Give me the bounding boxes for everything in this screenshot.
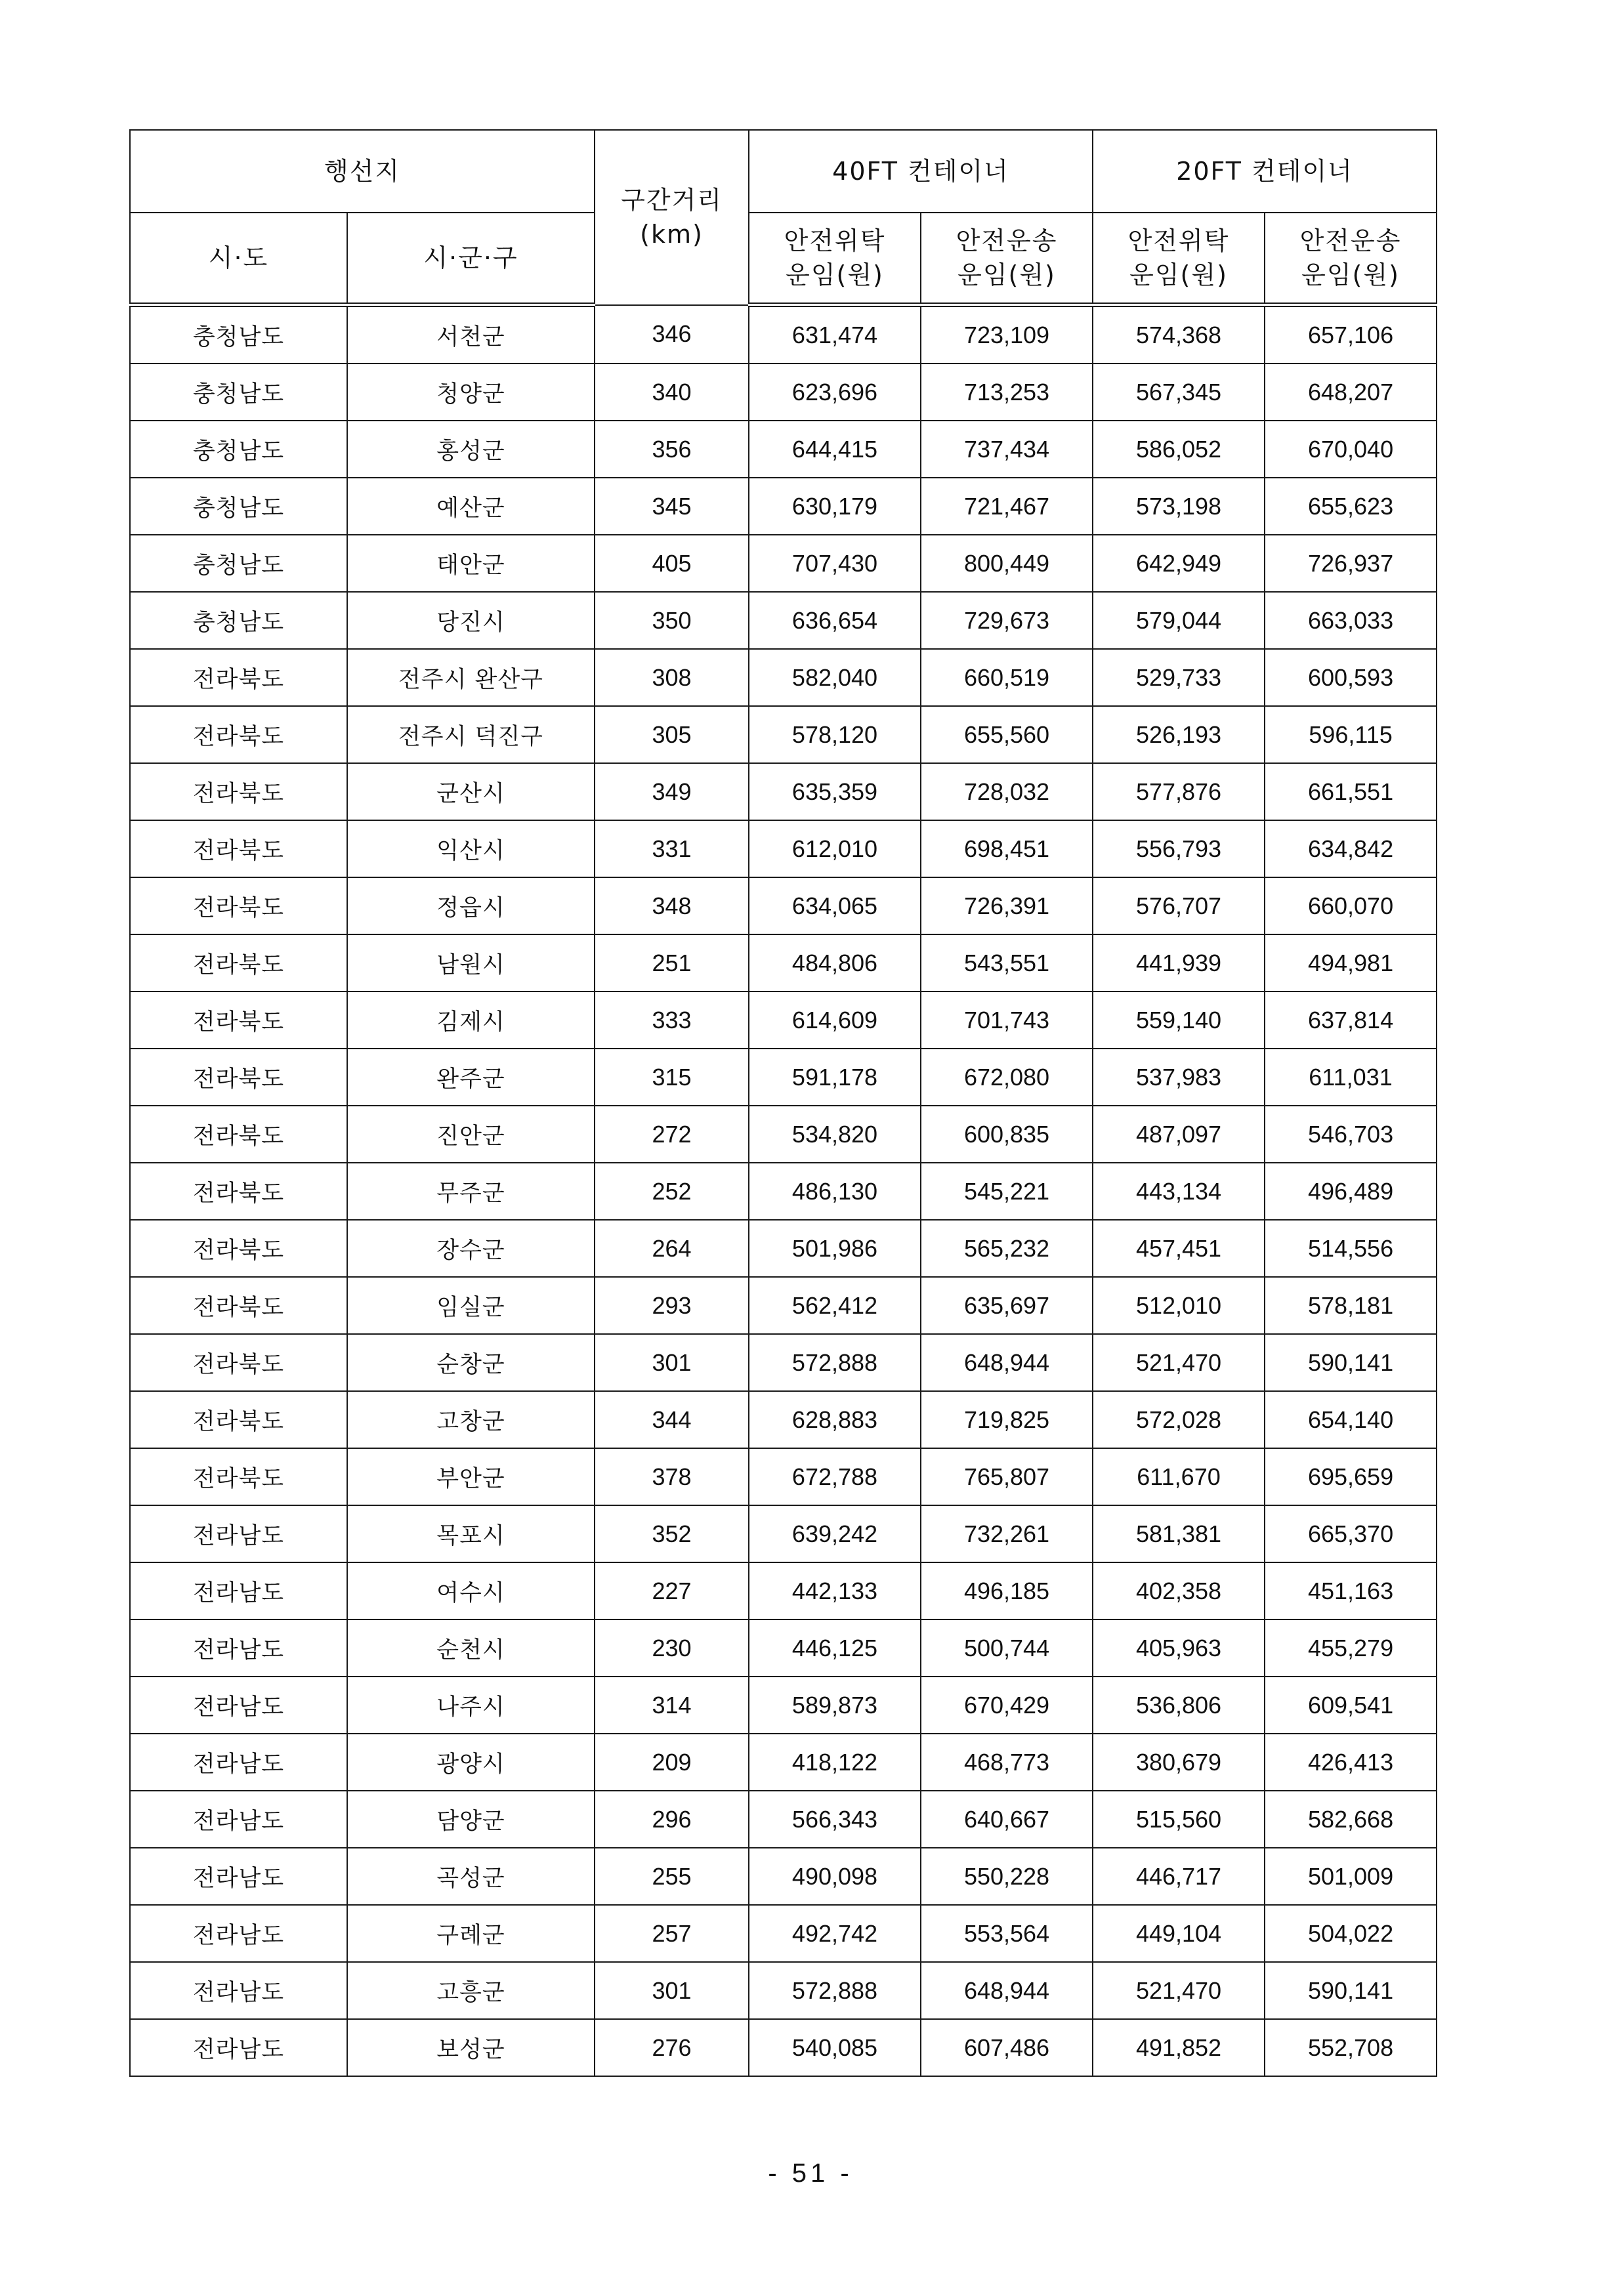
table-row (130, 1562, 1437, 1619)
cell-20ft-consign-rate: 642,949 (1093, 535, 1265, 592)
cell-40ft-consign-rate: 591,178 (749, 1049, 921, 1106)
cell-distance: 293 (595, 1277, 749, 1334)
cell-40ft-transport-rate: 729,673 (921, 592, 1093, 649)
table-row (130, 421, 1437, 478)
header-20ft-consign-rate (1093, 213, 1265, 305)
cell-40ft-consign-rate: 628,883 (749, 1391, 921, 1448)
cell-city: 김제시 (347, 991, 595, 1049)
cell-province: 전라남도 (130, 1505, 347, 1562)
header-destination: 행선지 (130, 130, 595, 213)
cell-40ft-consign-rate: 484,806 (749, 934, 921, 991)
cell-city: 곡성군 (347, 1848, 595, 1905)
header-distance-label: 구간거리 (621, 186, 723, 215)
cell-city: 진안군 (347, 1106, 595, 1163)
cell-city: 나주시 (347, 1677, 595, 1734)
cell-province: 전라북도 (130, 706, 347, 763)
cell-distance: 301 (595, 1962, 749, 2019)
header-consign-label: 안전위탁 (784, 226, 886, 255)
cell-city: 전주시 완산구 (347, 649, 595, 706)
cell-40ft-consign-rate: 612,010 (749, 820, 921, 877)
cell-40ft-consign-rate: 636,654 (749, 592, 921, 649)
cell-40ft-transport-rate: 468,773 (921, 1734, 1093, 1791)
cell-city: 목포시 (347, 1505, 595, 1562)
cell-40ft-transport-rate: 732,261 (921, 1505, 1093, 1562)
cell-distance: 230 (595, 1619, 749, 1677)
cell-40ft-transport-rate: 800,449 (921, 535, 1093, 592)
header-distance (595, 130, 749, 305)
table-row (130, 1334, 1437, 1391)
cell-40ft-consign-rate: 644,415 (749, 421, 921, 478)
table-row (130, 1791, 1437, 1848)
cell-40ft-transport-rate: 713,253 (921, 364, 1093, 421)
cell-40ft-consign-rate: 572,888 (749, 1334, 921, 1391)
cell-city: 구례군 (347, 1905, 595, 1962)
table-row (130, 1049, 1437, 1106)
cell-20ft-transport-rate: 657,106 (1265, 305, 1437, 364)
cell-40ft-consign-rate: 540,085 (749, 2019, 921, 2076)
cell-province: 충청남도 (130, 592, 347, 649)
cell-40ft-consign-rate: 562,412 (749, 1277, 921, 1334)
cell-province: 전라북도 (130, 1277, 347, 1334)
cell-20ft-transport-rate: 496,489 (1265, 1163, 1437, 1220)
cell-20ft-consign-rate: 556,793 (1093, 820, 1265, 877)
cell-20ft-transport-rate: 660,070 (1265, 877, 1437, 934)
cell-20ft-transport-rate: 609,541 (1265, 1677, 1437, 1734)
cell-20ft-consign-rate: 405,963 (1093, 1619, 1265, 1677)
table-body (130, 305, 1437, 2077)
cell-distance: 257 (595, 1905, 749, 1962)
cell-40ft-transport-rate: 655,560 (921, 706, 1093, 763)
table-row (130, 877, 1437, 934)
cell-20ft-consign-rate: 402,358 (1093, 1562, 1265, 1619)
cell-20ft-consign-rate: 579,044 (1093, 592, 1265, 649)
cell-distance: 405 (595, 535, 749, 592)
header-consign-label: 안전위탁 (1127, 226, 1230, 255)
cell-40ft-consign-rate: 566,343 (749, 1791, 921, 1848)
header-province: 시·도 (130, 213, 347, 305)
cell-20ft-consign-rate: 491,852 (1093, 2019, 1265, 2076)
cell-distance: 378 (595, 1448, 749, 1505)
cell-province: 전라북도 (130, 820, 347, 877)
cell-40ft-transport-rate: 640,667 (921, 1791, 1093, 1848)
freight-rate-table (129, 129, 1437, 2077)
cell-distance: 331 (595, 820, 749, 877)
table-row (130, 1448, 1437, 1505)
cell-city: 순천시 (347, 1619, 595, 1677)
cell-40ft-transport-rate: 737,434 (921, 421, 1093, 478)
cell-province: 전라남도 (130, 1677, 347, 1734)
cell-40ft-transport-rate: 721,467 (921, 478, 1093, 535)
cell-province: 전라남도 (130, 1962, 347, 2019)
cell-20ft-consign-rate: 529,733 (1093, 649, 1265, 706)
page-number: - 51 - (768, 2159, 853, 2188)
cell-20ft-consign-rate: 567,345 (1093, 364, 1265, 421)
cell-distance: 251 (595, 934, 749, 991)
cell-20ft-consign-rate: 521,470 (1093, 1334, 1265, 1391)
cell-40ft-transport-rate: 600,835 (921, 1106, 1093, 1163)
cell-20ft-consign-rate: 487,097 (1093, 1106, 1265, 1163)
cell-distance: 315 (595, 1049, 749, 1106)
cell-province: 전라북도 (130, 1334, 347, 1391)
cell-20ft-consign-rate: 512,010 (1093, 1277, 1265, 1334)
cell-40ft-transport-rate: 672,080 (921, 1049, 1093, 1106)
cell-20ft-consign-rate: 515,560 (1093, 1791, 1265, 1848)
cell-20ft-consign-rate: 574,368 (1093, 305, 1265, 364)
cell-province: 전라남도 (130, 1619, 347, 1677)
cell-city: 서천군 (347, 305, 595, 364)
cell-distance: 352 (595, 1505, 749, 1562)
cell-40ft-transport-rate: 500,744 (921, 1619, 1093, 1677)
cell-20ft-transport-rate: 663,033 (1265, 592, 1437, 649)
table-row (130, 1163, 1437, 1220)
cell-city: 익산시 (347, 820, 595, 877)
cell-20ft-transport-rate: 665,370 (1265, 1505, 1437, 1562)
cell-40ft-transport-rate: 543,551 (921, 934, 1093, 991)
cell-province: 전라북도 (130, 649, 347, 706)
cell-40ft-transport-rate: 765,807 (921, 1448, 1093, 1505)
cell-city: 정읍시 (347, 877, 595, 934)
table-row (130, 1505, 1437, 1562)
cell-distance: 349 (595, 763, 749, 820)
cell-20ft-transport-rate: 578,181 (1265, 1277, 1437, 1334)
cell-20ft-transport-rate: 648,207 (1265, 364, 1437, 421)
table-row (130, 478, 1437, 535)
header-transport-label: 안전운송 (956, 226, 1058, 255)
cell-40ft-consign-rate: 630,179 (749, 478, 921, 535)
header-rate-unit: 운임(원) (786, 261, 884, 289)
cell-city: 여수시 (347, 1562, 595, 1619)
cell-province: 충청남도 (130, 478, 347, 535)
cell-20ft-transport-rate: 501,009 (1265, 1848, 1437, 1905)
table-row (130, 1619, 1437, 1677)
cell-province: 전라남도 (130, 1905, 347, 1962)
table-row (130, 2019, 1437, 2076)
cell-20ft-transport-rate: 546,703 (1265, 1106, 1437, 1163)
cell-20ft-transport-rate: 726,937 (1265, 535, 1437, 592)
cell-20ft-consign-rate: 441,939 (1093, 934, 1265, 991)
cell-20ft-consign-rate: 526,193 (1093, 706, 1265, 763)
cell-40ft-consign-rate: 672,788 (749, 1448, 921, 1505)
cell-20ft-consign-rate: 572,028 (1093, 1391, 1265, 1448)
cell-40ft-consign-rate: 442,133 (749, 1562, 921, 1619)
cell-40ft-transport-rate: 719,825 (921, 1391, 1093, 1448)
cell-20ft-transport-rate: 695,659 (1265, 1448, 1437, 1505)
cell-40ft-consign-rate: 418,122 (749, 1734, 921, 1791)
cell-20ft-consign-rate: 586,052 (1093, 421, 1265, 478)
table-row (130, 364, 1437, 421)
cell-20ft-consign-rate: 577,876 (1093, 763, 1265, 820)
cell-20ft-consign-rate: 449,104 (1093, 1905, 1265, 1962)
cell-city: 예산군 (347, 478, 595, 535)
cell-40ft-consign-rate: 501,986 (749, 1220, 921, 1277)
cell-20ft-consign-rate: 380,679 (1093, 1734, 1265, 1791)
cell-city: 완주군 (347, 1049, 595, 1106)
cell-distance: 345 (595, 478, 749, 535)
cell-20ft-transport-rate: 426,413 (1265, 1734, 1437, 1791)
cell-distance: 296 (595, 1791, 749, 1848)
cell-20ft-transport-rate: 600,593 (1265, 649, 1437, 706)
cell-province: 전라남도 (130, 1562, 347, 1619)
table-row (130, 706, 1437, 763)
cell-city: 장수군 (347, 1220, 595, 1277)
cell-distance: 308 (595, 649, 749, 706)
cell-distance: 255 (595, 1848, 749, 1905)
cell-40ft-transport-rate: 550,228 (921, 1848, 1093, 1905)
cell-province: 전라북도 (130, 1391, 347, 1448)
cell-40ft-consign-rate: 707,430 (749, 535, 921, 592)
table-row (130, 649, 1437, 706)
cell-distance: 314 (595, 1677, 749, 1734)
cell-40ft-consign-rate: 623,696 (749, 364, 921, 421)
cell-distance: 305 (595, 706, 749, 763)
table-row (130, 763, 1437, 820)
cell-40ft-consign-rate: 634,065 (749, 877, 921, 934)
table-row (130, 1677, 1437, 1734)
cell-province: 전라북도 (130, 1049, 347, 1106)
cell-distance: 356 (595, 421, 749, 478)
cell-40ft-transport-rate: 726,391 (921, 877, 1093, 934)
cell-20ft-transport-rate: 590,141 (1265, 1334, 1437, 1391)
cell-20ft-transport-rate: 451,163 (1265, 1562, 1437, 1619)
cell-40ft-consign-rate: 492,742 (749, 1905, 921, 1962)
cell-20ft-consign-rate: 611,670 (1093, 1448, 1265, 1505)
cell-20ft-transport-rate: 504,022 (1265, 1905, 1437, 1962)
cell-city: 태안군 (347, 535, 595, 592)
table-row (130, 1220, 1437, 1277)
header-city: 시·군·구 (347, 213, 595, 305)
table-row (130, 1106, 1437, 1163)
table-row (130, 1905, 1437, 1962)
cell-distance: 350 (595, 592, 749, 649)
header-20ft-container: 20FT 컨테이너 (1093, 130, 1437, 213)
cell-distance: 252 (595, 1163, 749, 1220)
table-row (130, 535, 1437, 592)
header-40ft-transport-rate (921, 213, 1093, 305)
cell-province: 전라남도 (130, 1848, 347, 1905)
cell-40ft-transport-rate: 660,519 (921, 649, 1093, 706)
cell-province: 전라북도 (130, 1448, 347, 1505)
cell-province: 충청남도 (130, 535, 347, 592)
cell-distance: 348 (595, 877, 749, 934)
cell-distance: 276 (595, 2019, 749, 2076)
cell-city: 군산시 (347, 763, 595, 820)
cell-city: 순창군 (347, 1334, 595, 1391)
cell-20ft-transport-rate: 611,031 (1265, 1049, 1437, 1106)
cell-province: 전라남도 (130, 1791, 347, 1848)
cell-40ft-consign-rate: 589,873 (749, 1677, 921, 1734)
cell-20ft-consign-rate: 536,806 (1093, 1677, 1265, 1734)
cell-city: 홍성군 (347, 421, 595, 478)
cell-city: 임실군 (347, 1277, 595, 1334)
cell-40ft-transport-rate: 607,486 (921, 2019, 1093, 2076)
cell-province: 전라북도 (130, 1106, 347, 1163)
table-row (130, 934, 1437, 991)
cell-20ft-transport-rate: 596,115 (1265, 706, 1437, 763)
header-distance-unit: (km) (640, 220, 704, 249)
cell-province: 전라남도 (130, 2019, 347, 2076)
cell-distance: 301 (595, 1334, 749, 1391)
table-row (130, 820, 1437, 877)
cell-40ft-consign-rate: 486,130 (749, 1163, 921, 1220)
cell-40ft-consign-rate: 582,040 (749, 649, 921, 706)
cell-province: 전라북도 (130, 763, 347, 820)
cell-city: 남원시 (347, 934, 595, 991)
cell-city: 고창군 (347, 1391, 595, 1448)
cell-40ft-consign-rate: 614,609 (749, 991, 921, 1049)
cell-40ft-transport-rate: 648,944 (921, 1962, 1093, 2019)
cell-20ft-consign-rate: 457,451 (1093, 1220, 1265, 1277)
header-40ft-consign-rate (749, 213, 921, 305)
cell-province: 전라북도 (130, 1163, 347, 1220)
cell-40ft-transport-rate: 553,564 (921, 1905, 1093, 1962)
cell-city: 무주군 (347, 1163, 595, 1220)
cell-20ft-consign-rate: 446,717 (1093, 1848, 1265, 1905)
cell-40ft-consign-rate: 578,120 (749, 706, 921, 763)
cell-20ft-transport-rate: 514,556 (1265, 1220, 1437, 1277)
cell-40ft-consign-rate: 534,820 (749, 1106, 921, 1163)
header-20ft-transport-rate (1265, 213, 1437, 305)
cell-province: 충청남도 (130, 364, 347, 421)
cell-20ft-consign-rate: 521,470 (1093, 1962, 1265, 2019)
cell-distance: 264 (595, 1220, 749, 1277)
cell-city: 전주시 덕진구 (347, 706, 595, 763)
cell-province: 전라북도 (130, 877, 347, 934)
header-rate-unit: 운임(원) (958, 261, 1056, 289)
cell-40ft-transport-rate: 728,032 (921, 763, 1093, 820)
header-40ft-container: 40FT 컨테이너 (749, 130, 1093, 213)
cell-40ft-consign-rate: 635,359 (749, 763, 921, 820)
cell-20ft-transport-rate: 455,279 (1265, 1619, 1437, 1677)
table-row (130, 991, 1437, 1049)
header-rate-unit: 운임(원) (1129, 261, 1228, 289)
cell-20ft-consign-rate: 443,134 (1093, 1163, 1265, 1220)
cell-province: 충청남도 (130, 305, 347, 364)
cell-distance: 209 (595, 1734, 749, 1791)
cell-40ft-transport-rate: 635,697 (921, 1277, 1093, 1334)
cell-20ft-transport-rate: 494,981 (1265, 934, 1437, 991)
cell-40ft-consign-rate: 639,242 (749, 1505, 921, 1562)
cell-20ft-consign-rate: 537,983 (1093, 1049, 1265, 1106)
header-rate-unit: 운임(원) (1301, 261, 1400, 289)
cell-city: 보성군 (347, 2019, 595, 2076)
table-row (130, 1962, 1437, 2019)
cell-40ft-transport-rate: 670,429 (921, 1677, 1093, 1734)
cell-40ft-transport-rate: 565,232 (921, 1220, 1093, 1277)
cell-20ft-transport-rate: 634,842 (1265, 820, 1437, 877)
cell-distance: 272 (595, 1106, 749, 1163)
cell-20ft-transport-rate: 654,140 (1265, 1391, 1437, 1448)
cell-20ft-consign-rate: 581,381 (1093, 1505, 1265, 1562)
cell-city: 담양군 (347, 1791, 595, 1848)
table-row (130, 1848, 1437, 1905)
cell-province: 충청남도 (130, 421, 347, 478)
table-row (130, 1391, 1437, 1448)
cell-40ft-consign-rate: 490,098 (749, 1848, 921, 1905)
table-row (130, 305, 1437, 364)
cell-20ft-transport-rate: 670,040 (1265, 421, 1437, 478)
cell-40ft-consign-rate: 572,888 (749, 1962, 921, 2019)
cell-distance: 333 (595, 991, 749, 1049)
cell-province: 전라북도 (130, 934, 347, 991)
cell-20ft-transport-rate: 590,141 (1265, 1962, 1437, 2019)
cell-40ft-transport-rate: 698,451 (921, 820, 1093, 877)
cell-40ft-transport-rate: 701,743 (921, 991, 1093, 1049)
cell-40ft-transport-rate: 545,221 (921, 1163, 1093, 1220)
table-row (130, 1734, 1437, 1791)
cell-distance: 344 (595, 1391, 749, 1448)
cell-40ft-transport-rate: 496,185 (921, 1562, 1093, 1619)
cell-40ft-consign-rate: 631,474 (749, 305, 921, 364)
cell-20ft-consign-rate: 573,198 (1093, 478, 1265, 535)
cell-province: 전라남도 (130, 1734, 347, 1791)
cell-distance: 340 (595, 364, 749, 421)
cell-20ft-transport-rate: 661,551 (1265, 763, 1437, 820)
cell-40ft-consign-rate: 446,125 (749, 1619, 921, 1677)
cell-20ft-transport-rate: 582,668 (1265, 1791, 1437, 1848)
cell-20ft-consign-rate: 559,140 (1093, 991, 1265, 1049)
cell-distance: 346 (595, 305, 749, 364)
table-row (130, 592, 1437, 649)
cell-distance: 227 (595, 1562, 749, 1619)
header-transport-label: 안전운송 (1299, 226, 1402, 255)
cell-20ft-transport-rate: 552,708 (1265, 2019, 1437, 2076)
table-row (130, 1277, 1437, 1334)
cell-city: 청양군 (347, 364, 595, 421)
cell-city: 광양시 (347, 1734, 595, 1791)
cell-province: 전라북도 (130, 1220, 347, 1277)
cell-province: 전라북도 (130, 991, 347, 1049)
cell-20ft-consign-rate: 576,707 (1093, 877, 1265, 934)
cell-20ft-transport-rate: 655,623 (1265, 478, 1437, 535)
cell-20ft-transport-rate: 637,814 (1265, 991, 1437, 1049)
cell-city: 부안군 (347, 1448, 595, 1505)
cell-city: 고흥군 (347, 1962, 595, 2019)
cell-40ft-transport-rate: 648,944 (921, 1334, 1093, 1391)
cell-40ft-transport-rate: 723,109 (921, 305, 1093, 364)
cell-city: 당진시 (347, 592, 595, 649)
